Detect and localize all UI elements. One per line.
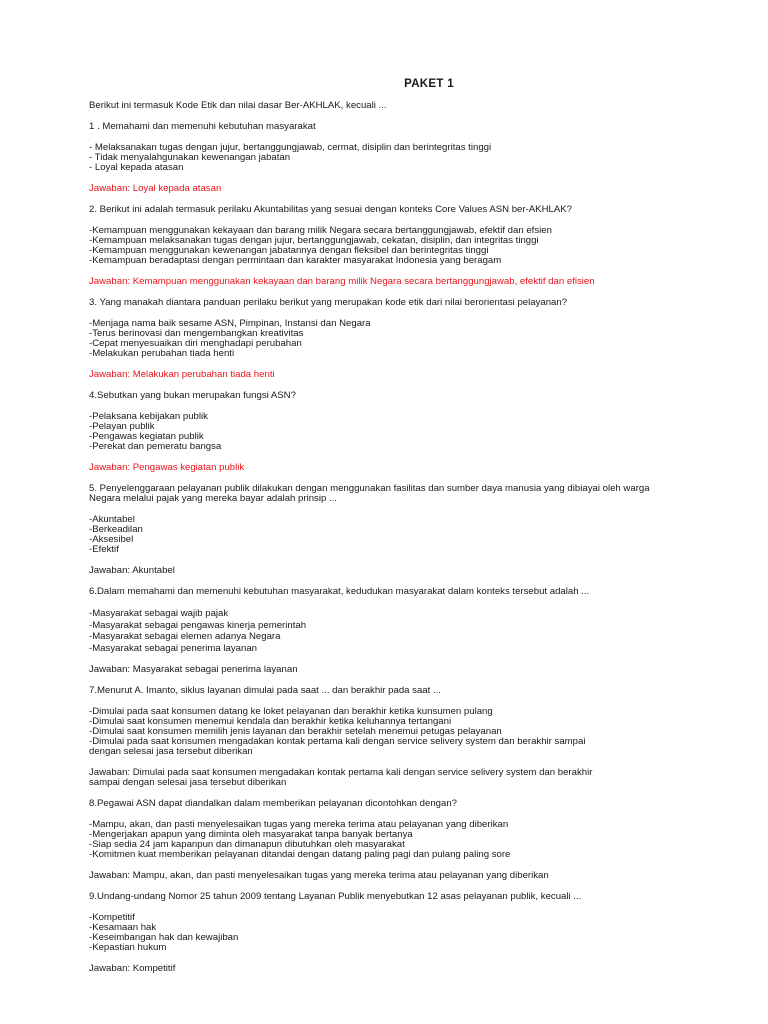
document-page xyxy=(89,78,739,974)
option-item: -Pelayan publik xyxy=(89,421,155,432)
page-title: PAKET 1 xyxy=(404,78,454,90)
question-block-3 xyxy=(89,298,739,380)
option-list xyxy=(89,412,739,452)
option-item: -Menjaga nama baik sesame ASN, Pimpinan, Instansi dan Negara xyxy=(89,318,371,329)
question-text: 5. Penyelenggaraan pelayanan publik dilakukan dengan menggunakan fasilitas dan sumber daya manusia yang dibiayai oleh warga Negara melalui pajak yang mereka bayar adalah prinsip ... xyxy=(89,483,650,504)
question-block-5 xyxy=(89,484,739,576)
option-item: -Pengawas kegiatan publik xyxy=(89,431,204,442)
option-item: -Akuntabel xyxy=(89,514,135,525)
question-text: 2. Berikut ini adalah termasuk perilaku Akuntabilitas yang sesuai dengan konteks Core Values ASN ber-AKHLAK? xyxy=(89,204,572,215)
option-item: -Kompetitif xyxy=(89,912,135,923)
answer-text: Jawaban: Kompetitif xyxy=(89,963,176,974)
answer-text: Jawaban: Masyarakat sebagai penerima layanan xyxy=(89,664,298,675)
option-item: -Masyarakat sebagai wajib pajak xyxy=(89,608,229,619)
option-item: - Tidak menyalahgunakan kewenangan jabatan xyxy=(89,152,291,163)
option-item: -Masyarakat sebagai pengawas kinerja pemerintah xyxy=(89,619,307,631)
option-item: -Kemampuan beradaptasi dengan permintaan dan karakter masyarakat Indonesia yang beragam xyxy=(89,255,502,266)
option-item: -Komitmen kuat memberikan pelayanan ditandai dengan datang paling pagi dan pulang paling sore xyxy=(89,849,511,860)
option-item: -Mampu, akan, dan pasti menyelesaikan tugas yang mereka terima atau pelayanan yang diberikan xyxy=(89,819,509,830)
question-text: 3. Yang manakah diantara panduan perilaku berikut yang merupakan kode etik dari nilai berorientasi pelayanan? xyxy=(89,297,568,308)
option-item: -Masyarakat sebagai elemen adanya Negara xyxy=(89,631,281,642)
question-block-9 xyxy=(89,892,739,974)
question-text: 8.Pegawai ASN dapat diandalkan dalam memberikan pelayanan dicontohkan dengan? xyxy=(89,798,458,809)
option-list xyxy=(89,226,739,266)
option-item: -Pelaksana kebijakan publik xyxy=(89,411,208,422)
question-text: 4.Sebutkan yang bukan merupakan fungsi ASN? xyxy=(89,390,296,401)
option-item: -Keseimbangan hak dan kewajiban xyxy=(89,932,239,943)
option-item: -Efektif xyxy=(89,544,119,555)
answer-text: Jawaban: Melakukan perubahan tiada henti xyxy=(89,369,275,380)
answer-text: Jawaban: Pengawas kegiatan publik xyxy=(89,462,245,473)
answer-text: Jawaban: Dimulai pada saat konsumen mengadakan kontak pertama kali dengan service selivery system dan berakhir xyxy=(89,767,593,778)
option-item: -Kepastian hukum xyxy=(89,942,167,953)
option-item: -Melakukan perubahan tiada henti xyxy=(89,348,235,359)
question-text: Berikut ini termasuk Kode Etik dan nilai dasar Ber-AKHLAK, kecuali ... xyxy=(89,100,387,111)
option-list xyxy=(89,515,739,555)
answer-text: Jawaban: Akuntabel xyxy=(89,565,175,576)
answer-text-continued: sampai dengan selesai jasa tersebut diberikan xyxy=(89,777,287,788)
option-item: -Perekat dan pemeratu bangsa xyxy=(89,441,222,452)
question-block-7 xyxy=(89,686,739,788)
option-item: -Dimulai pada saat konsumen datang ke loket pelayanan dan berakhir ketika kunsumen pulang xyxy=(89,706,493,717)
option-item: -Dimulai saat konsumen memilih jenis layanan dan berakhir setelah menemui petugas pelayanan xyxy=(89,726,502,737)
option-list xyxy=(89,143,739,173)
option-list xyxy=(89,608,739,654)
question-block-1 xyxy=(89,101,739,194)
option-item: -Dimulai pada saat konsumen mengadakan kontak pertama kali dengan service selivery system dan berakhir sampai xyxy=(89,736,586,747)
option-item: - Melaksanakan tugas dengan jujur, bertanggungjawab, cermat, disiplin dan berintegritas tinggi xyxy=(89,142,492,153)
answer-text: Jawaban: Mampu, akan, dan pasti menyelesaikan tugas yang mereka terima atau pelayanan yang diberikan xyxy=(89,870,549,881)
option-list xyxy=(89,319,739,359)
option-item: -Aksesibel xyxy=(89,534,134,545)
option-item: -Mengerjakan apapun yang diminta oleh masyarakat tanpa banyak bertanya xyxy=(89,829,413,840)
option-item: - Loyal kepada atasan xyxy=(89,162,184,173)
option-item: -Dimulai saat konsumen menemui kendala dan berakhir ketika keluhannya tertangani xyxy=(89,716,452,727)
option-list xyxy=(89,913,739,953)
option-first: 1 . Memahami dan memenuhi kebutuhan masyarakat xyxy=(89,121,316,132)
question-block-2 xyxy=(89,205,739,287)
option-item: -Terus berinovasi dan mengembangkan kreativitas xyxy=(89,328,304,339)
question-block-8 xyxy=(89,799,739,881)
option-item: -Kemampuan menggunakan kekayaan dan barang milik Negara secara bertanggungjawab, efektif dan efsien xyxy=(89,225,552,236)
answer-text: Jawaban: Loyal kepada atasan xyxy=(89,183,222,194)
option-item: -Kemampuan melaksanakan tugas dengan jujur, bertanggungjawab, cekatan, disiplin, dan integritas tinggi xyxy=(89,235,539,246)
option-item: -Kemampuan menggunakan kewenangan jabatannya dengan fleksibel dan berintegritas tinggi xyxy=(89,245,489,256)
question-text: 7.Menurut A. Imanto, siklus layanan dimulai pada saat ... dan berakhir pada saat ... xyxy=(89,685,441,696)
option-item: -Cepat menyesuaikan diri menghadapi perubahan xyxy=(89,338,302,349)
option-item: -Berkeadilan xyxy=(89,524,143,535)
answer-text: Jawaban: Kemampuan menggunakan kekayaan dan barang milik Negara secara bertanggungjawab, efektif dan efisien xyxy=(89,276,595,287)
option-list xyxy=(89,820,739,860)
option-item: -Masyarakat sebagai penerima layanan xyxy=(89,642,257,654)
question-text: 9.Undang-undang Nomor 25 tahun 2009 tentang Layanan Publik menyebutkan 12 asas pelayanan publik, kecuali ... xyxy=(89,891,582,902)
option-item: dengan selesai jasa tersebut diberikan xyxy=(89,746,253,757)
option-item: -Siap sedia 24 jam kapanpun dan dimanapun dibutuhkan oleh masyarakat xyxy=(89,839,405,850)
option-item: -Kesamaan hak xyxy=(89,922,157,933)
question-block-6 xyxy=(89,587,739,675)
question-block-4 xyxy=(89,391,739,473)
option-list xyxy=(89,707,739,757)
question-text: 6.Dalam memahami dan memenuhi kebutuhan masyarakat, kedudukan masyarakat dalam konteks tersebut adalah ... xyxy=(89,586,590,597)
